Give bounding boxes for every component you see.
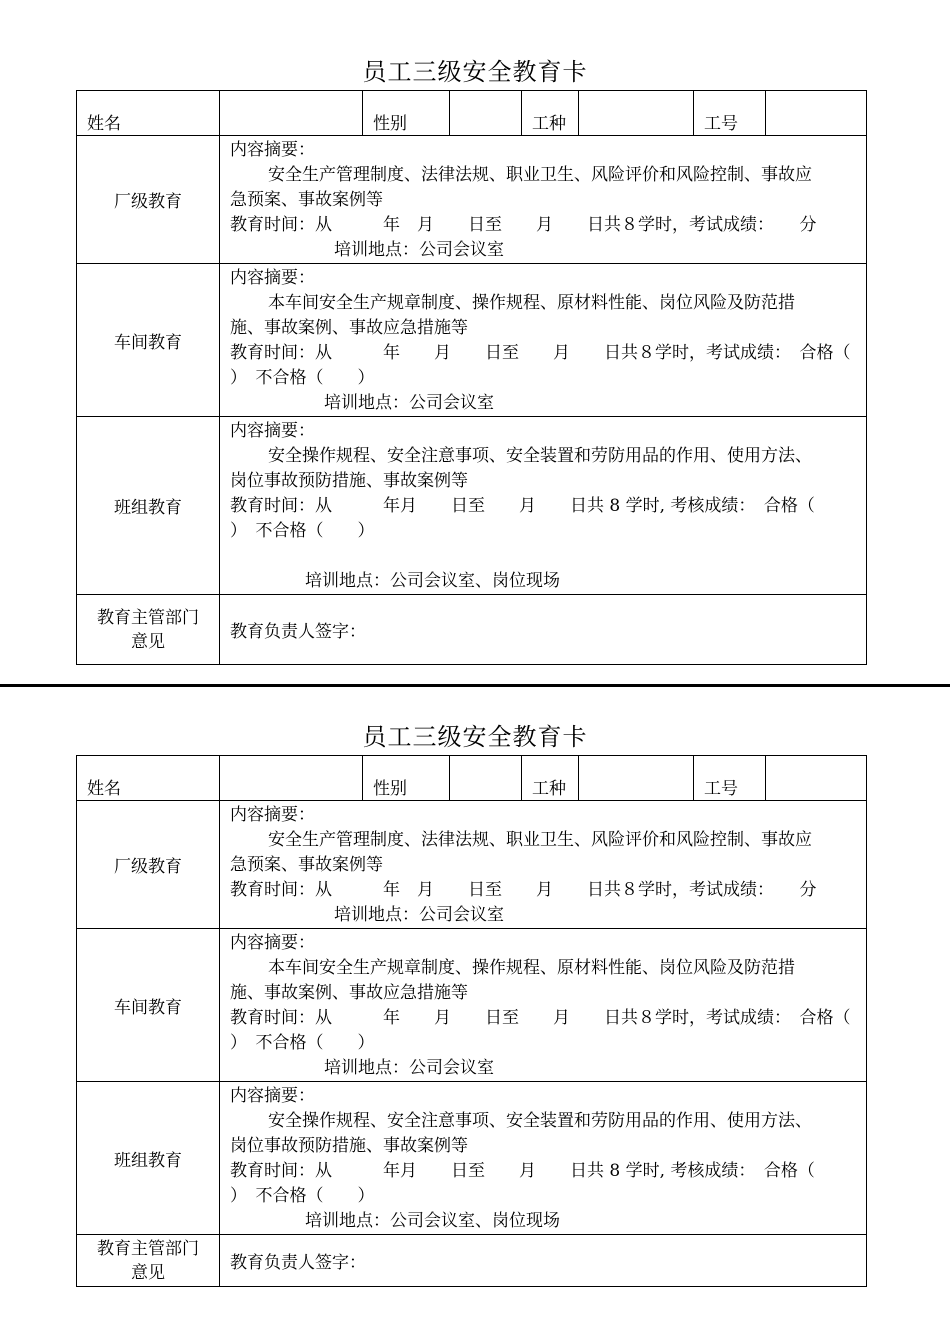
training-site: 培训地点：公司会议室 bbox=[334, 240, 504, 260]
dept-label-line: 意见 bbox=[131, 631, 165, 652]
card-title: 员工三级安全教育卡 bbox=[362, 723, 588, 751]
education-time: 教育时间：从 年月 日至 月 日共 8 学时, 考核成绩： 合格（ bbox=[230, 496, 815, 516]
job-field[interactable] bbox=[579, 91, 694, 136]
factory-label: 厂级教育 bbox=[77, 801, 220, 929]
factory-row bbox=[77, 801, 867, 929]
content-text: 安全操作规程、安全注意事项、安全装置和劳防用品的作用、使用方法、 bbox=[268, 1111, 812, 1131]
education-time: 教育时间：从 年 月 日至 月 日共８学时，考试成绩： 合格（ bbox=[230, 343, 851, 363]
workshop-row bbox=[77, 929, 867, 1082]
gender-label: 性别 bbox=[363, 756, 450, 801]
name-label: 姓名 bbox=[77, 91, 220, 136]
name-field[interactable] bbox=[220, 756, 363, 801]
content-text: 施、事故案例、事故应急措施等 bbox=[230, 983, 468, 1003]
card-title: 员工三级安全教育卡 bbox=[362, 58, 588, 86]
factory-content bbox=[220, 136, 867, 264]
name-label: 姓名 bbox=[77, 756, 220, 801]
job-label: 工种 bbox=[522, 91, 579, 136]
dept-label-line: 教育主管部门 bbox=[97, 607, 199, 628]
id-field[interactable] bbox=[766, 91, 867, 136]
job-field[interactable] bbox=[579, 756, 694, 801]
name-field[interactable] bbox=[220, 91, 363, 136]
workshop-content bbox=[220, 929, 867, 1082]
pass-fail: ） 不合格（ ） bbox=[230, 1033, 375, 1053]
content-text: 岗位事故预防措施、事故案例等 bbox=[230, 1136, 468, 1156]
signature-label: 教育负责人签字： bbox=[230, 1253, 366, 1273]
dept-label-line: 意见 bbox=[131, 1262, 165, 1283]
training-site: 培训地点：公司会议室 bbox=[324, 393, 494, 413]
content-text: 岗位事故预防措施、事故案例等 bbox=[230, 471, 468, 491]
dept-label-line: 教育主管部门 bbox=[97, 1238, 199, 1259]
team-row bbox=[77, 417, 867, 595]
content-text: 施、事故案例、事故应急措施等 bbox=[230, 318, 468, 338]
content-text: 安全操作规程、安全注意事项、安全装置和劳防用品的作用、使用方法、 bbox=[268, 446, 812, 466]
education-form bbox=[76, 755, 867, 1287]
content-text: 本车间安全生产规章制度、操作规程、原材料性能、岗位风险及防范措 bbox=[268, 293, 795, 313]
dept-label bbox=[77, 595, 220, 665]
education-time: 教育时间：从 年月 日至 月 日共 8 学时, 考核成绩： 合格（ bbox=[230, 1161, 815, 1181]
content-text: 安全生产管理制度、法律法规、职业卫生、风险评价和风险控制、事故应 bbox=[268, 830, 812, 850]
training-site: 培训地点：公司会议室、岗位现场 bbox=[305, 1211, 560, 1231]
header-row bbox=[77, 91, 867, 136]
blank-line bbox=[230, 544, 866, 569]
content-text: 本车间安全生产规章制度、操作规程、原材料性能、岗位风险及防范措 bbox=[268, 958, 795, 978]
summary-label: 内容摘要： bbox=[230, 933, 315, 953]
gender-field[interactable] bbox=[450, 91, 522, 136]
workshop-content bbox=[220, 264, 867, 417]
content-text: 急预案、事故案例等 bbox=[230, 855, 383, 875]
education-time: 教育时间：从 年 月 日至 月 日共８学时，考试成绩： 分 bbox=[230, 880, 817, 900]
dept-row bbox=[77, 1235, 867, 1287]
id-field[interactable] bbox=[766, 756, 867, 801]
education-time: 教育时间：从 年 月 日至 月 日共８学时，考试成绩： 合格（ bbox=[230, 1008, 851, 1028]
signature-cell[interactable] bbox=[220, 1235, 867, 1287]
signature-cell[interactable] bbox=[220, 595, 867, 665]
summary-label: 内容摘要： bbox=[230, 268, 315, 288]
training-site: 培训地点：公司会议室 bbox=[324, 1058, 494, 1078]
id-label: 工号 bbox=[694, 756, 766, 801]
job-label: 工种 bbox=[522, 756, 579, 801]
summary-label: 内容摘要： bbox=[230, 1086, 315, 1106]
header-row bbox=[77, 756, 867, 801]
team-label: 班组教育 bbox=[77, 1082, 220, 1235]
summary-label: 内容摘要： bbox=[230, 421, 315, 441]
pass-fail: ） 不合格（ ） bbox=[230, 521, 375, 541]
training-site: 培训地点：公司会议室 bbox=[334, 905, 504, 925]
factory-content bbox=[220, 801, 867, 929]
team-label: 班组教育 bbox=[77, 417, 220, 595]
pass-fail: ） 不合格（ ） bbox=[230, 368, 375, 388]
id-label: 工号 bbox=[694, 91, 766, 136]
education-time: 教育时间：从 年 月 日至 月 日共８学时，考试成绩： 分 bbox=[230, 215, 817, 235]
page-divider bbox=[0, 684, 950, 687]
summary-label: 内容摘要： bbox=[230, 805, 315, 825]
dept-label bbox=[77, 1235, 220, 1287]
gender-field[interactable] bbox=[450, 756, 522, 801]
team-row bbox=[77, 1082, 867, 1235]
workshop-label: 车间教育 bbox=[77, 929, 220, 1082]
content-text: 急预案、事故案例等 bbox=[230, 190, 383, 210]
pass-fail: ） 不合格（ ） bbox=[230, 1186, 375, 1206]
education-form bbox=[76, 90, 867, 665]
workshop-label: 车间教育 bbox=[77, 264, 220, 417]
factory-row bbox=[77, 136, 867, 264]
factory-label: 厂级教育 bbox=[77, 136, 220, 264]
content-text: 安全生产管理制度、法律法规、职业卫生、风险评价和风险控制、事故应 bbox=[268, 165, 812, 185]
training-site: 培训地点：公司会议室、岗位现场 bbox=[305, 571, 560, 591]
gender-label: 性别 bbox=[363, 91, 450, 136]
workshop-row bbox=[77, 264, 867, 417]
team-content bbox=[220, 1082, 867, 1235]
dept-row bbox=[77, 595, 867, 665]
signature-label: 教育负责人签字： bbox=[230, 622, 366, 642]
summary-label: 内容摘要： bbox=[230, 140, 315, 160]
team-content bbox=[220, 417, 867, 595]
